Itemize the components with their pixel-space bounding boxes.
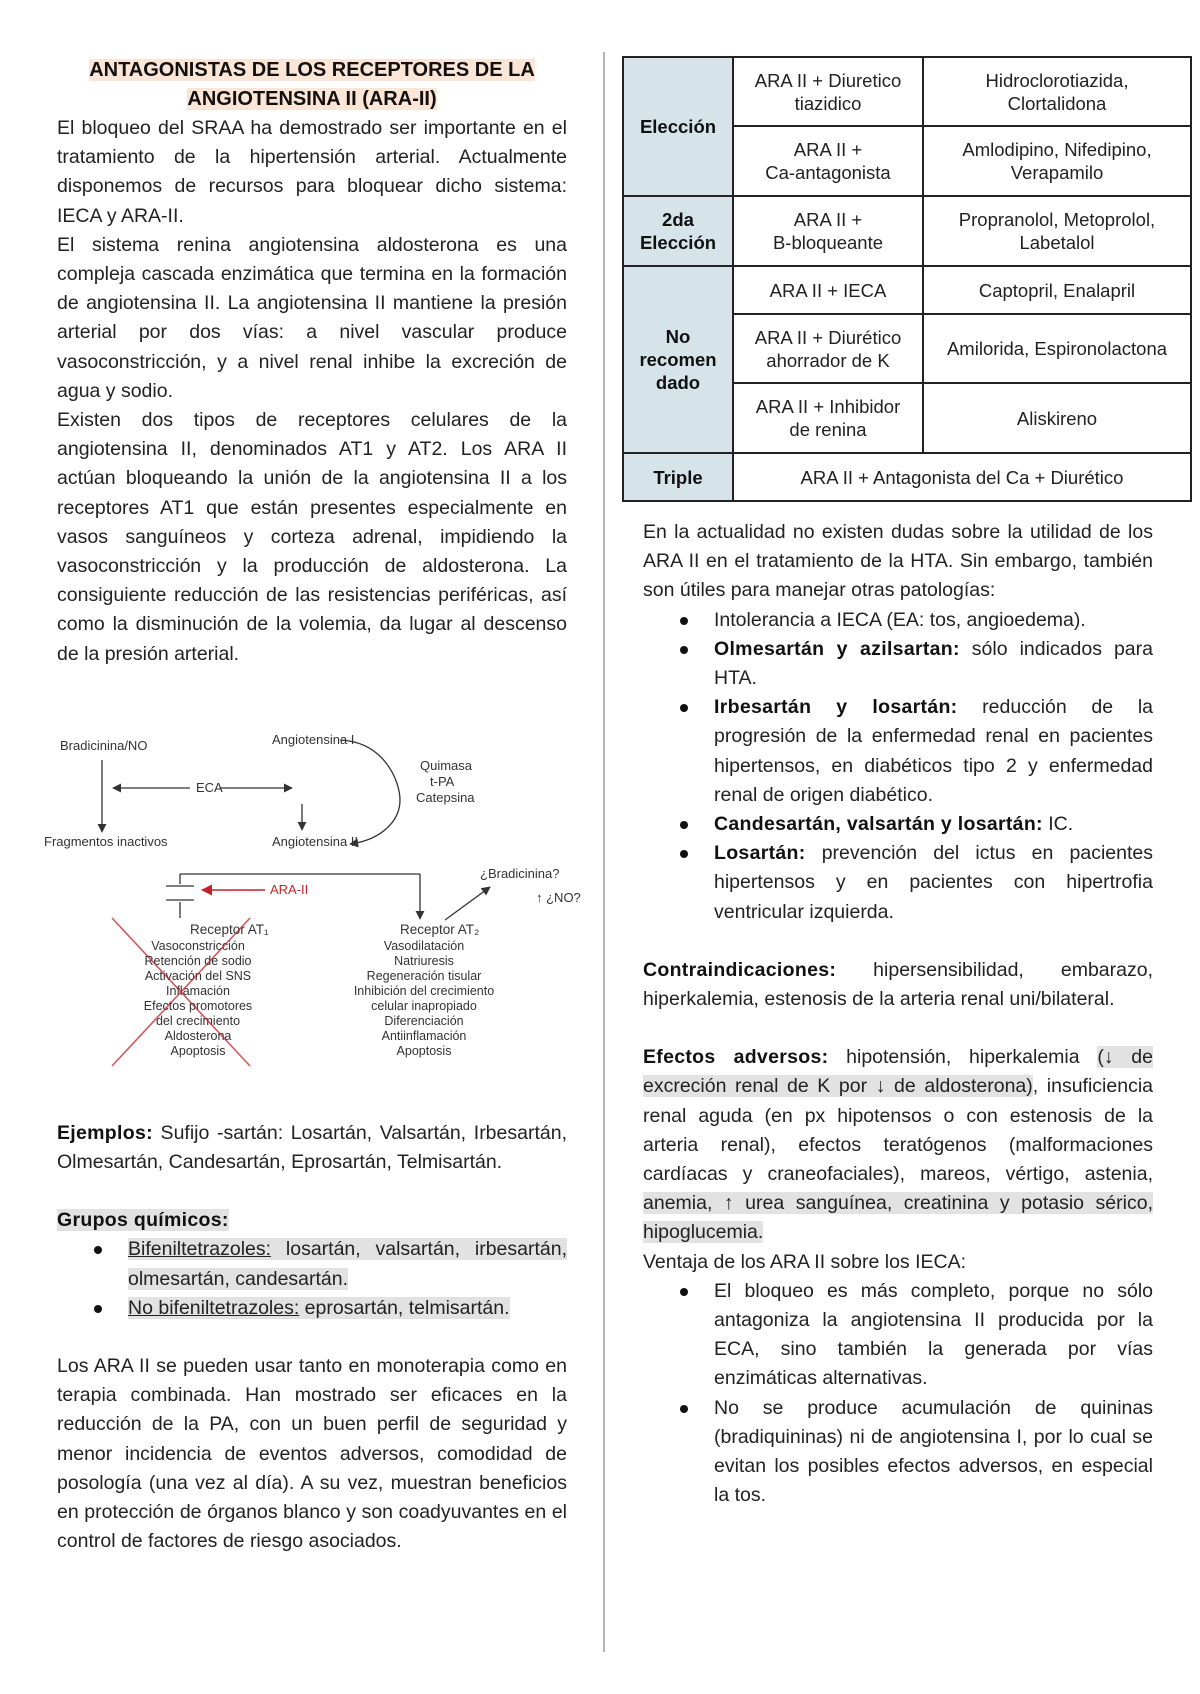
list-item — [623, 839, 1153, 927]
combo-cell: ARA II + Inhibidor de renina — [733, 383, 923, 453]
bullet-icon — [680, 1405, 688, 1413]
adverse-highlight: (↓ de excreción renal de K por ↓ de aldosterona) — [643, 1046, 1153, 1098]
utility-paragraph: En la actualidad no existen dudas sobre la utilidad de los ARA II en el tratamiento de la HTA. Sin embargo, también son útiles para manejar otras patologías: — [643, 521, 1153, 602]
angiotensina-1-label: Angiotensina I — [272, 732, 355, 747]
table-row — [623, 57, 1191, 126]
drugs-cell: Hidroclorotiazida, Clortalidona — [923, 57, 1191, 126]
use-text: IC. — [1042, 813, 1074, 836]
chemical-groups-heading — [57, 1206, 567, 1235]
advantage-text: El bloqueo es más completo, porque no sólo antagoniza la angiotensina II producida por la ECA, sino también la generada por vías enzimáticas alternativas. — [714, 1279, 1153, 1390]
at2-effect: celular inapropiado — [371, 999, 477, 1013]
at2-effect: Vasodilatación — [383, 939, 465, 953]
at1-effect: del crecimiento — [155, 1014, 241, 1028]
use-text: Intolerancia a IECA (EA: tos, angioedema). — [714, 608, 1086, 631]
bradicinina-label: Bradicinina/NO — [60, 738, 148, 753]
combo-cell: ARA II + IECA — [733, 266, 923, 314]
bullet-icon — [94, 1305, 102, 1313]
contraindications-text: hipersensibilidad, embarazo, hiperkalemia, estenosis de la arteria renal uni/bilateral. — [643, 958, 1153, 1011]
group-name: Bifeniltetrazoles: — [128, 1238, 272, 1261]
receptors-paragraph: Existen dos tipos de receptores celulares de la angiotensina II, denominados AT1 y AT2. Los ARA II actúan bloqueando la unión de la angiotensina II a los receptores AT1 que están presentes especialmente en vasos sanguíneos y corteza adrenal, impidiendo la vasoconstricción y la producción de aldosterona. La consiguiente reducción de las resistencias periféricas, así como la disminución de la volemia, da lugar al descenso de la presión arterial. — [57, 409, 567, 665]
at1-title: Receptor AT₁ — [190, 922, 269, 937]
right-column — [643, 518, 1153, 1511]
drugs-cell: Amlodipino, Nifedipino, Verapamilo — [923, 126, 1191, 196]
arrow-bradicinina — [445, 887, 490, 920]
combo-cell: ARA II + B-bloqueante — [733, 196, 923, 266]
drugs-cell: Aliskireno — [923, 383, 1191, 453]
eca-label: ECA — [196, 780, 223, 795]
at2-effect: Natriuresis — [394, 954, 454, 968]
no-q-label: ↑ ¿NO? — [536, 890, 581, 905]
intro-paragraph: El bloqueo del SRAA ha demostrado ser importante en el tratamiento de la hipertensión arterial. Actualmente disponemos de recursos para bloquear dicho sistema: IECA y ARA-II. — [57, 117, 567, 227]
column-divider — [603, 52, 605, 1652]
triple-cell: ARA II + Antagonista del Ca + Diurético — [733, 453, 1191, 501]
at2-effect: Apoptosis — [396, 1044, 452, 1058]
group-name: No bifeniltetrazoles: — [128, 1296, 300, 1319]
table-row — [623, 196, 1191, 266]
usage-paragraph: Los ARA II se pueden usar tanto en monoterapia como en terapia combinada. Han mostrado ser eficaces en la reducción de la PA, con un buen perfil de seguridad y menor incidencia de eventos adversos, comodidad de posología (una vez al día). A su vez, muestran beneficios en protección de órganos blanco y son coadyuvantes en el control de factores de riesgo asociados. — [57, 1355, 567, 1553]
advantages-title: Ventaja de los ARA II sobre los IECA: — [643, 1250, 967, 1273]
examples-paragraph — [57, 1119, 567, 1177]
at1-effect: Aldosterona — [164, 1029, 232, 1043]
adverse-effects-paragraph: Efectos adversos: hipotensión, hiperkalemia (↓ de excreción renal de K por ↓ de aldosterona), insuficiencia renal aguda (en px hipotensos o con estenosis de la arteria renal), efectos teratógenos (malformaciones cardíacas y craneofaciales), mareos, vértigo, astenia, anemia, ↑ urea sanguínea, creatinina y potasio sérico, hipoglucemia. — [643, 1046, 1153, 1244]
bullet-icon — [680, 850, 688, 858]
advantages-list — [623, 1277, 1153, 1511]
chemical-groups-list — [57, 1235, 567, 1323]
advantage-text: No se produce acumulación de quininas (bradiquininas) ni de angiotensina I, por lo cual se evitan los posibles efectos adversos, en especial la tos. — [714, 1396, 1153, 1507]
combo-cell: ARA II + Diuretico tiazidico — [733, 57, 923, 126]
contraindications-paragraph — [643, 956, 1153, 1014]
use-text: reducción de la progresión de la enfermedad renal en pacientes hipertensos, en diabéticos tipo 2 y enfermedad renal de origen diabético. — [714, 696, 1153, 806]
angiotensina-2-label: Angiotensina II — [272, 834, 359, 849]
page-title — [57, 56, 567, 114]
examples-label: Ejemplos: — [57, 1121, 153, 1144]
chemical-groups-label: Grupos químicos: — [57, 1209, 229, 1232]
combination-table — [622, 56, 1192, 502]
tpa-label: t-PA — [430, 774, 455, 789]
adverse-highlight: anemia, ↑ urea sanguínea, creatinina y potasio sérico, hipoglucemia. — [643, 1192, 1153, 1244]
list-item — [623, 606, 1153, 635]
examples-text: Sufijo -sartán: Losartán, Valsartán, Irbesartán, Olmesartán, Candesartán, Eprosartán, Telmisartán. — [57, 1121, 567, 1174]
table-row — [623, 266, 1191, 314]
combo-cell: ARA II + Ca-antagonista — [733, 126, 923, 196]
at1-effect: Activación del SNS — [144, 969, 252, 983]
use-bold: Losartán: — [714, 842, 806, 865]
table-row — [623, 453, 1191, 501]
drugs-cell: Captopril, Enalapril — [923, 266, 1191, 314]
sraa-paragraph: El sistema renina angiotensina aldosterona es una compleja cascada enzimática que termina en la formación de angiotensina II. La angiotensina II mantiene la presión arterial por dos vías: a nivel vascular produce vasoconstricción, y a nivel renal inhibe la excreción de agua y sodio. — [57, 233, 567, 402]
at1-effect: Vasoconstricción — [151, 939, 245, 953]
at2-effect: Antiinflamación — [381, 1029, 467, 1043]
catepsina-label: Catepsina — [416, 790, 475, 805]
bullet-icon — [680, 704, 688, 712]
category-triple: Triple — [623, 453, 733, 501]
at2-effect: Regeneración tisular — [366, 969, 482, 983]
adverse-effects-label: Efectos adversos: — [643, 1046, 829, 1069]
at2-effect: Diferenciación — [384, 1014, 464, 1028]
category-eleccion: Elección — [623, 57, 733, 196]
title-line-2: ANGIOTENSINA II (ARA-II) — [187, 88, 437, 110]
contraindications-label: Contraindicaciones: — [643, 958, 837, 981]
bullet-icon — [680, 821, 688, 829]
ara2-label: ARA-II — [270, 882, 309, 897]
use-bold: Candesartán, valsartán y losartán: — [714, 813, 1043, 836]
uses-list — [623, 606, 1153, 927]
list-item — [623, 635, 1153, 693]
arrow-alternative-pathway — [340, 740, 400, 844]
list-item — [623, 693, 1153, 810]
fragmentos-label: Fragmentos inactivos — [44, 834, 168, 849]
use-text: prevención del ictus en pacientes hipertensos y en pacientes con hipertrofia ventricular izquierda. — [714, 842, 1153, 923]
drugs-cell: Propranolol, Metoprolol, Labetalol — [923, 196, 1191, 266]
group-text: eprosartán, telmisartán. — [299, 1296, 510, 1319]
list-item — [623, 810, 1153, 839]
list-item — [57, 1235, 567, 1293]
list-item — [623, 1394, 1153, 1511]
quimasa-label: Quimasa — [420, 758, 473, 773]
at2-effect: Inhibición del crecimiento — [353, 984, 495, 998]
at1-effect: Retención de sodio — [144, 954, 252, 968]
title-line-1: ANTAGONISTAS DE LOS RECEPTORES DE LA — [89, 59, 535, 81]
bullet-icon — [94, 1246, 102, 1254]
bradicinina-q-label: ¿Bradicinina? — [480, 866, 560, 881]
at1-effect: Efectos promotores — [143, 999, 253, 1013]
drugs-cell: Amilorida, Espironolactona — [923, 314, 1191, 383]
at2-title: Receptor AT₂ — [400, 922, 480, 937]
group-text: losartán, valsartán, irbesartán, olmesartán, candesartán. — [128, 1238, 567, 1290]
at1-effect: Apoptosis — [170, 1044, 226, 1058]
category-segunda: 2da Elección — [623, 196, 733, 266]
combo-cell: ARA II + Diurético ahorrador de K — [733, 314, 923, 383]
bullet-icon — [680, 646, 688, 654]
use-bold: Olmesartán y azilsartan: — [714, 637, 960, 660]
at1-effect: Inflamación — [166, 984, 230, 998]
list-item — [623, 1277, 1153, 1394]
list-item — [57, 1294, 567, 1323]
use-text: sólo indicados para HTA. — [714, 637, 1153, 690]
raas-diagram — [40, 722, 585, 1092]
use-bold: Irbesartán y losartán: — [714, 696, 958, 719]
bullet-icon — [680, 617, 688, 625]
bullet-icon — [680, 1288, 688, 1296]
category-no-recomendado: No recomen dado — [623, 266, 733, 453]
